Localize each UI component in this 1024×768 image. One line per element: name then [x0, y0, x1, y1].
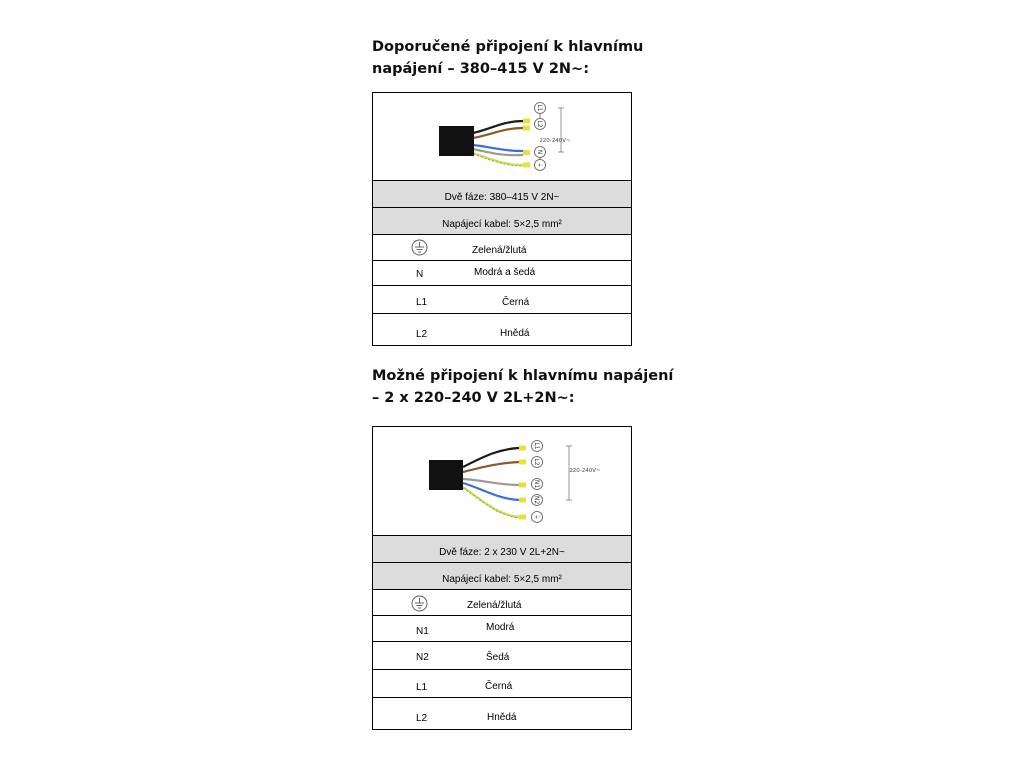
section1-terminal-l1: L1 [536, 104, 543, 112]
section2-row-l2 [373, 698, 631, 729]
section1-code-l2: L2 [416, 329, 428, 340]
section1-color-l1: Černá [502, 297, 530, 308]
section1-phase-row [373, 181, 631, 208]
section1-title-line1: Doporučené připojení k hlavnímu [372, 39, 644, 55]
section2-cable-row [373, 563, 631, 590]
section2-row-ground [373, 590, 631, 616]
ground-icon [411, 595, 428, 615]
section1-wiring-svg [373, 93, 631, 180]
section1-voltage-label: 220-240V~ [539, 138, 571, 144]
section2-terminal-l1: L1 [533, 442, 540, 450]
section2-row-n1 [373, 616, 631, 642]
section2-row-l1 [373, 670, 631, 698]
section2-voltage-label: 220-240V~ [569, 468, 601, 474]
section1-terminal-n: N [536, 149, 543, 155]
section1-code-l1: L1 [416, 297, 428, 308]
ground-icon [411, 239, 428, 259]
section2-code-l2: L2 [416, 713, 428, 724]
section2-phase-row [373, 536, 631, 563]
section2-code-l1: L1 [416, 682, 428, 693]
section2-color-l1: Černá [485, 681, 513, 692]
section1-wiring-table [372, 92, 632, 346]
section2-title-line2: – 2 x 220–240 V 2L+2N~: [372, 390, 575, 406]
section1-phase-text: Dvě fáze: 380–415 V 2N~ [444, 192, 560, 203]
section2-cable-text: Napájecí kabel: 5×2,5 mm² [442, 574, 562, 585]
section2-wiring-table [372, 426, 632, 730]
section1-code-n: N [416, 269, 424, 280]
section2-wiring-diagram [373, 427, 631, 536]
section1-wiring-diagram [373, 93, 631, 181]
section1-row-ground [373, 235, 631, 261]
section1-heading [372, 36, 643, 80]
section1-cable-text: Napájecí kabel: 5×2,5 mm² [442, 219, 562, 230]
section2-row-n2 [373, 642, 631, 670]
section1-row-n [373, 261, 631, 286]
section2-heading [372, 365, 673, 409]
section1-terminal-l2: L2 [536, 120, 543, 128]
section2-terminal-n2: N2 [533, 495, 540, 505]
section2-title-line1: Možné připojení k hlavnímu napájení [372, 368, 674, 384]
section1-color-ground: Zelená/žlutá [472, 245, 527, 256]
section1-terminal-ground: ⏚ [536, 161, 543, 169]
section2-phase-text: Dvě fáze: 2 x 230 V 2L+2N~ [439, 547, 565, 558]
section1-cable-row [373, 208, 631, 235]
section2-color-ground: Zelená/žlutá [467, 600, 522, 611]
section2-color-n1: Modrá [486, 622, 515, 633]
section2-terminal-n1: N1 [533, 479, 540, 489]
section2-terminal-l2: L2 [533, 458, 540, 466]
section2-terminal-ground: ⏚ [533, 513, 540, 521]
section2-color-l2: Hnědá [487, 712, 517, 723]
section1-title-line2: napájení – 380–415 V 2N~: [372, 61, 589, 77]
section2-code-n2: N2 [416, 652, 429, 663]
section1-row-l1 [373, 286, 631, 314]
section1-color-n: Modrá a šedá [474, 267, 536, 278]
section1-color-l2: Hnědá [500, 328, 530, 339]
section2-wiring-svg [373, 427, 631, 535]
section1-row-l2 [373, 314, 631, 345]
section2-code-n1: N1 [416, 626, 429, 637]
section2-color-n2: Šedá [486, 652, 510, 663]
